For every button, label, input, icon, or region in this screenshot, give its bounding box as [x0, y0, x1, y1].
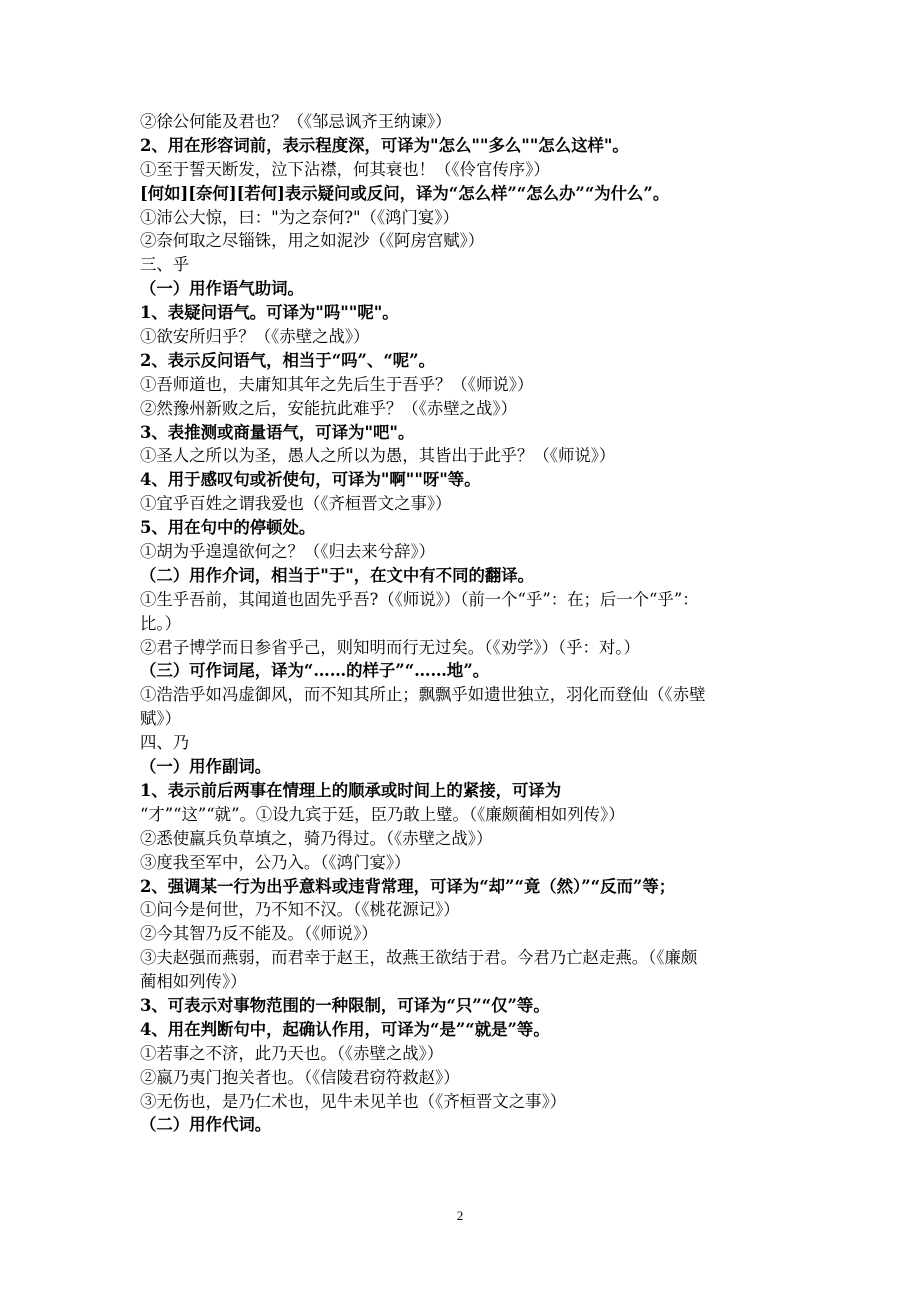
text-line: ①浩浩乎如冯虚御风，而不知其所止；飘飘乎如遗世独立，羽化而登仙（《赤壁 — [140, 685, 706, 705]
section-heading-line: （二）用作介词，相当于"于"，在文中有不同的翻译。 — [140, 565, 535, 585]
section-heading-line: （一）用作语气助词。 — [140, 279, 304, 299]
section-heading-line: 4、用于感叹句或祈使句，可译为"啊""呀"等。 — [140, 470, 481, 490]
text-line: ①圣人之所以为圣，愚人之所以为愚，其皆出于此乎？（《师说》） — [140, 446, 616, 466]
page-number: 2 — [456, 1208, 464, 1223]
text-line: ②君子博学而日参省乎己，则知明而行无过矣。（《劝学》）（乎：对。） — [140, 637, 640, 657]
section-heading-line: [何如][奈何][若何]表示疑问或反问，译为“怎么样”“怎么办”“为什么”。 — [140, 183, 670, 203]
section-heading-line: 1、表示前后两事在情理上的顺承或时间上的紧接，可译为 — [140, 780, 562, 800]
text-line: ②悉使羸兵负草填之，骑乃得过。（《赤壁之战》） — [140, 828, 493, 848]
text-line: ②徐公何能及君也？（《邹忌讽齐王纳谏》） — [140, 112, 452, 131]
text-line: ②嬴乃夷门抱关者也。（《信陵君窃符救赵》） — [140, 1067, 460, 1087]
text-line: 蔺相如列传》） — [140, 972, 247, 992]
section-heading-line: （三）可作词尾，译为“……的样子”“……地”。 — [140, 661, 490, 681]
text-line: ①沛公大惊，曰："为之奈何?"（《鸿门宴》） — [140, 207, 459, 227]
text-line: 赋》） — [140, 709, 181, 729]
text-line: ①至于誓天断发，泣下沾襟，何其衰也！（《伶官传序》） — [140, 159, 550, 179]
section-heading-line: 3、可表示对事物范围的一种限制，可译为“只”“仅”等。 — [140, 995, 550, 1015]
text-line: ②今其智乃反不能及。（《师说》） — [140, 924, 378, 944]
section-heading-line: 5、用在句中的停顿处。 — [140, 518, 316, 538]
section-heading-line: 2、强调某一行为出乎意料或违背常理，可译为“却”“竟（然）”“反而”等； — [140, 876, 676, 896]
document-body — [140, 110, 785, 1137]
section-heading-line: 1、表疑问语气。可译为"吗""呢"。 — [140, 303, 399, 323]
text-line: ①吾师道也，夫庸知其年之先后生于吾乎？（《师说》） — [140, 374, 534, 394]
text-line: ③度我至军中，公乃入。（《鸿门宴》） — [140, 852, 411, 872]
text-line: ①宜乎百姓之谓我爱也（《齐桓晋文之事》） — [140, 494, 452, 514]
text-line: 比。） — [140, 613, 181, 633]
text-line: ①胡为乎遑遑欲何之？（《归去来兮辞》） — [140, 542, 436, 562]
text-line: ①生乎吾前，其闻道也固先乎吾?（《师说》）（前一个“乎”：在；后一个“乎”： — [140, 589, 699, 609]
section-heading-line: 4、用在判断句中，起确认作用，可译为“是”“就是”等。 — [140, 1019, 550, 1039]
text-line: ②然豫州新败之后，安能抗此难乎？（《赤壁之战》） — [140, 398, 517, 418]
text-line: ①问今是何世，乃不知不汉。（《桃花源记》） — [140, 900, 460, 920]
text-line: ③夫赵强而燕弱，而君幸于赵王，故燕王欲结于君。今君乃亡赵走燕。（《廉颇 — [140, 948, 698, 968]
text-line: ①若事之不济，此乃天也。（《赤壁之战》） — [140, 1043, 444, 1063]
text-line: 三、乎 — [140, 255, 190, 275]
text-line: 四、乃 — [140, 733, 190, 753]
section-heading-line: 2、用在形容词前，表示程度深，可译为"怎么""多么""怎么这样"。 — [140, 135, 629, 155]
section-heading-line: （一）用作副词。 — [140, 757, 272, 777]
section-heading-line: （二）用作代词。 — [140, 1115, 272, 1135]
text-line: ③无伤也，是乃仁术也，见牛未见羊也（《齐桓晋文之事》） — [140, 1091, 567, 1111]
text-line: ①欲安所归乎？（《赤壁之战》） — [140, 327, 370, 347]
section-heading-line: 2、表示反问语气，相当于“吗”、“呢”。 — [140, 350, 435, 370]
text-line: “才”“这”“就”。①设九宾于廷，臣乃敢上璧。（《廉颇蔺相如列传》） — [140, 804, 625, 824]
section-heading-line: 3、表推测或商量语气，可译为"吧"。 — [140, 422, 415, 442]
text-line: ②奈何取之尽锱铢，用之如泥沙（《阿房宫赋》） — [140, 231, 485, 251]
